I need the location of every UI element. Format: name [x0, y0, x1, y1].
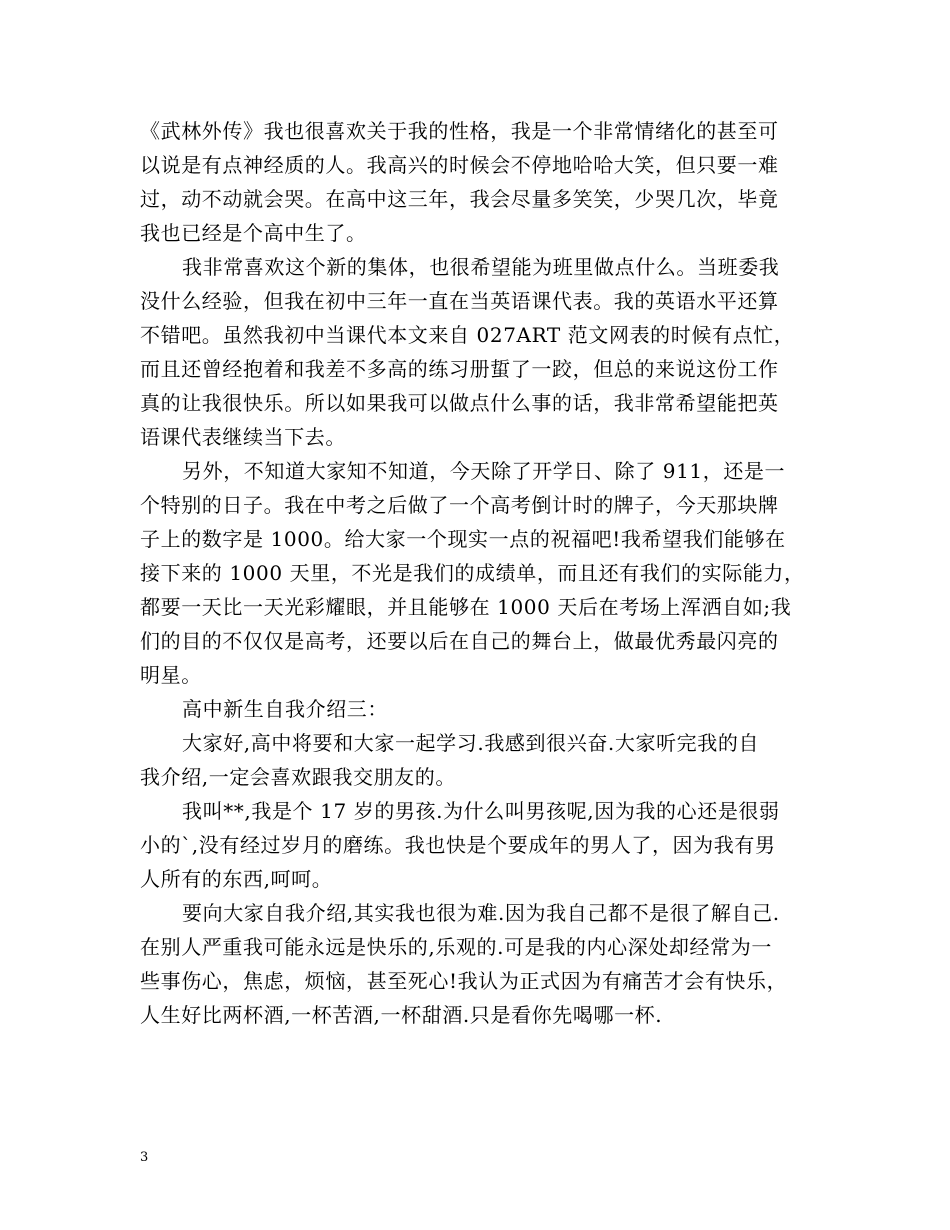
text-line: 我介绍,一定会喜欢跟我交朋友的。	[140, 765, 456, 789]
text-line: 个特别的日子。我在中考之后做了一个高考倒计时的牌子，今天那块牌	[140, 493, 779, 517]
text-line: 语课代表继续当下去。	[140, 425, 346, 449]
text-line: 小的`,没有经过岁月的磨练。我也快是个要成年的男人了，因为我有男	[140, 833, 776, 857]
text-line: 我叫**,我是个 17 岁的男孩.为什么叫男孩呢,因为我的心还是很弱	[182, 799, 780, 823]
text-line: 以说是有点神经质的人。我高兴的时候会不停地哈哈大笑，但只要一难	[140, 153, 779, 177]
text-line: 《武林外传》我也很喜欢关于我的性格，我是一个非常情绪化的甚至可	[140, 119, 779, 143]
text-line: 没什么经验，但我在初中三年一直在当英语课代表。我的英语水平还算	[140, 289, 779, 313]
text-line: 都要一天比一天光彩耀眼，并且能够在 1000 天后在考场上浑洒自如;我	[140, 595, 792, 619]
text-line: 们的目的不仅仅是高考，还要以后在自己的舞台上，做最优秀最闪亮的	[140, 629, 779, 653]
text-line: 要向大家自我介绍,其实我也很为难.因为我自己都不是很了解自己.	[182, 901, 780, 925]
text-line: 高中新生自我介绍三：	[182, 697, 388, 721]
text-line: 真的让我很快乐。所以如果我可以做点什么事的话，我非常希望能把英	[140, 391, 779, 415]
text-line: 我也已经是个高中生了。	[140, 221, 367, 245]
document-body	[140, 114, 820, 1032]
text-line: 接下来的 1000 天里，不光是我们的成绩单，而且还有我们的实际能力，	[140, 561, 805, 585]
text-line: 人所有的东西,呵呵。	[140, 867, 333, 891]
text-line: 过，动不动就会哭。在高中这三年，我会尽量多笑笑，少哭几次，毕竟	[140, 187, 779, 211]
paragraph	[140, 794, 820, 896]
text-line: 不错吧。虽然我初中当课代本文来自 027ART 范文网表的时候有点忙，	[140, 323, 795, 347]
paragraph	[140, 114, 820, 250]
page-number: 3	[140, 1150, 149, 1165]
text-line: 大家好,高中将要和大家一起学习.我感到很兴奋.大家听完我的自	[182, 731, 760, 755]
paragraph	[140, 726, 820, 794]
paragraph	[140, 896, 820, 1032]
text-line: 些事伤心，焦虑，烦恼，甚至死心!我认为正式因为有痛苦才会有快乐，	[140, 969, 788, 993]
text-line: 我非常喜欢这个新的集体，也很希望能为班里做点什么。当班委我	[182, 255, 780, 279]
text-line: 子上的数字是 1000。给大家一个现实一点的祝福吧!我希望我们能够在	[140, 527, 786, 551]
text-line: 而且还曾经抱着和我差不多高的练习册蜇了一跤，但总的来说这份工作	[140, 357, 779, 381]
paragraph	[140, 692, 820, 726]
text-line: 在别人严重我可能永远是快乐的,乐观的.可是我的内心深处却经常为一	[140, 935, 772, 959]
paragraph	[140, 250, 820, 454]
text-line: 另外，不知道大家知不知道，今天除了开学日、除了 911，还是一	[182, 459, 786, 483]
paragraph	[140, 454, 820, 692]
text-line: 明星。	[140, 663, 202, 687]
text-line: 人生好比两杯酒,一杯苦酒,一杯甜酒.只是看你先喝哪一杯.	[140, 1003, 663, 1027]
